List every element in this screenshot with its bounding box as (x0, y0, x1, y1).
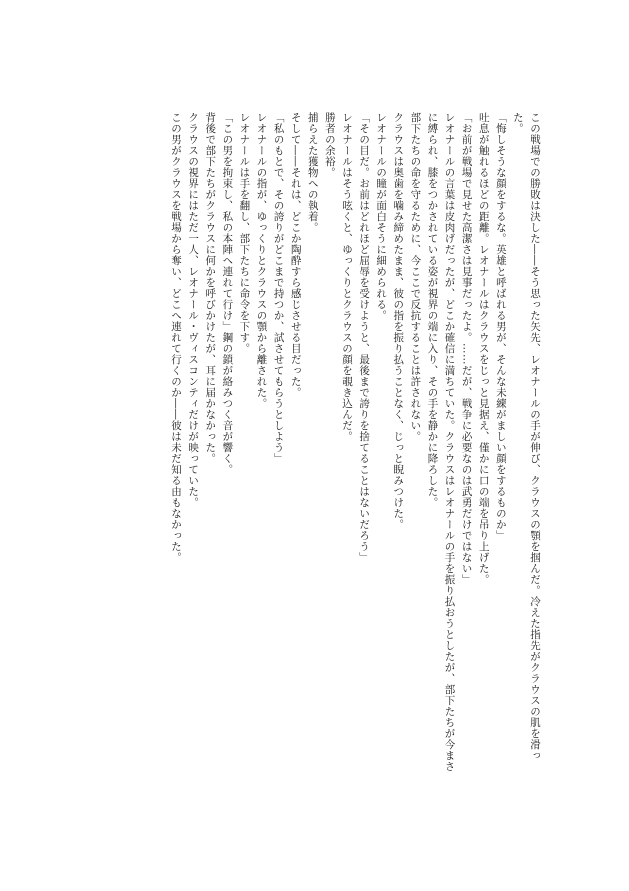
text-line: この男がクラウスを戦場から奪い、どこへ連れて行くのか――彼は未だ知る由もなかった。 (170, 112, 183, 563)
text-line: 背後で部下たちがクラウスに何かを呼びかけたが、耳に届かなかった。 (204, 112, 217, 464)
text-line: クラウスは奥歯を噛み締めたまま、彼の指を振り払うことなく、じっと睨みつけた。 (392, 112, 405, 530)
text-line: 「お前が戦場で見せた高潔さは見事だったよ。……だが、戦争に必要なのは武勇だけではない」 (460, 112, 473, 585)
text-line: 捕らえた獲物への執着。 (306, 112, 319, 233)
text-line: レオナールの言葉は皮肉げだったが、どこか確信に満ちていた。クラウスはレオナールの手を振り払おうとしたが、部下たちが今まさ (443, 112, 456, 772)
text-line: この戦場での勝敗は決した――そう思った矢先、レオナールの手が伸び、クラウスの顎を掴んだ。冷えた指先がクラウスの肌を滑っ (529, 112, 541, 761)
text-line: レオナールの指が、ゆっくりとクラウスの顎から離された。 (255, 112, 268, 409)
text-line: 「悔しそうな顔をするな。英雄と呼ばれる男が、そんな未練がましい顔をするものか」 (494, 112, 507, 541)
text-line: に縛られ、膝をつかされている姿が視界の端に入り、その手を静かに降ろした。 (426, 112, 439, 508)
text-line: た。 (511, 112, 524, 134)
text-line: レオナールはそう呟くと、ゆっくりとクラウスの顔を覗き込んだ。 (340, 112, 353, 442)
vertical-text-body (167, 112, 543, 792)
text-line: レオナールは手を翻し、部下たちに命令を下す。 (238, 112, 251, 354)
text-line: 「この男を拘束し、私の本陣へ連れて行け」鋼の鎖が絡みつく音が響く。 (221, 112, 234, 475)
text-line: クラウスの視界にはただ一人、レオナール・ヴィスコンティだけが映っていた。 (187, 112, 200, 508)
text-line: 「その目だ。お前はどれほど屈辱を受けようと、最後まで誇りを捨てることはないだろう」 (358, 112, 371, 563)
text-line: レオナールの瞳が面白そうに細められる。 (375, 112, 388, 321)
text-line: 部下たちの命を守るために、今ここで反抗することは許されない。 (409, 112, 422, 442)
text-line: 「私のもとで、その誇りがどこまで持つか、試させてもらうとしよう」 (272, 112, 285, 464)
text-line: 吐息が触れるほどの距離。レオナールはクラウスをじっと見据え、僅かに口の端を吊り上げた。 (477, 112, 490, 585)
text-line: 勝者の余裕。 (323, 112, 336, 178)
text-line: そして――それは、どこか陶酔すら感じさせる目だった。 (289, 112, 302, 398)
